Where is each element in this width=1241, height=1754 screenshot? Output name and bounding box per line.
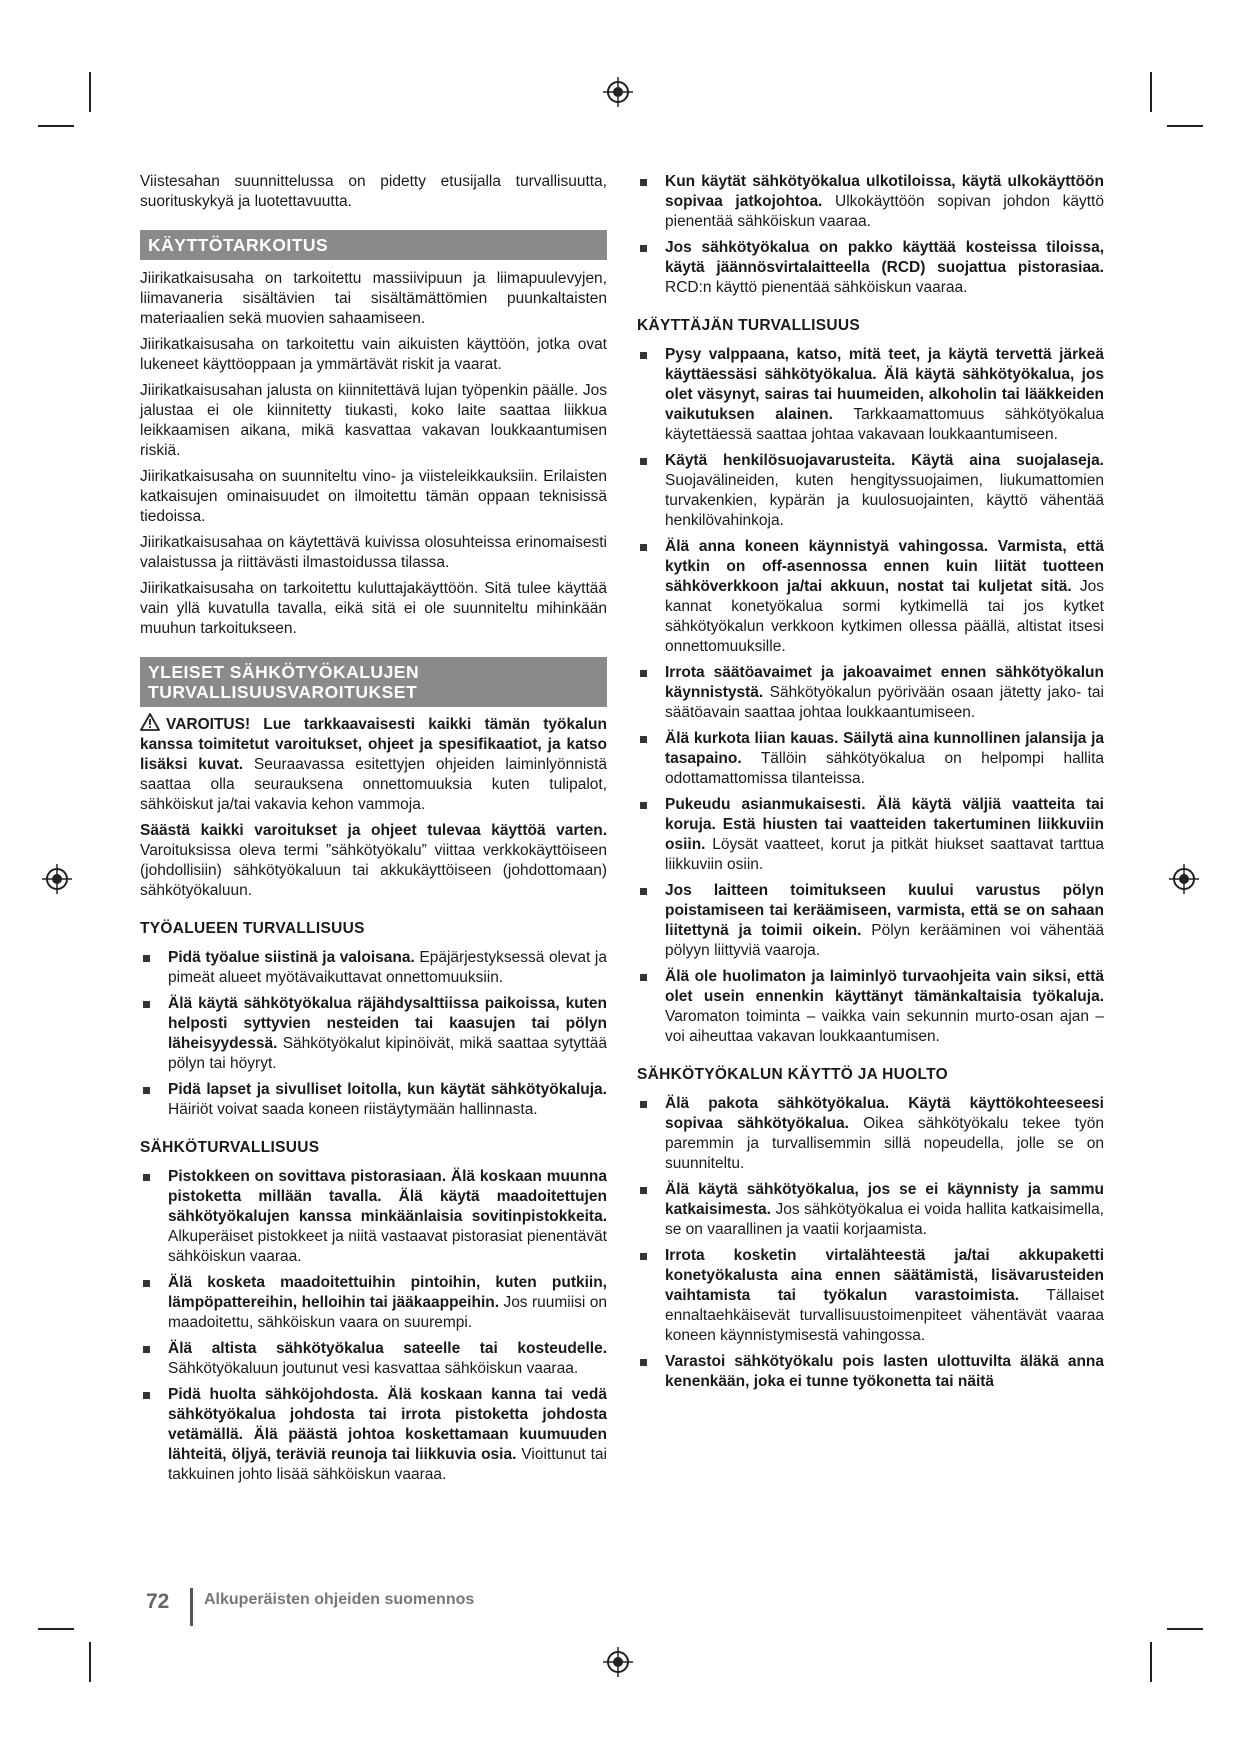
item-text: Löysät vaatteet, korut ja pitkät hiukset saattavat tarttua liikkuviin osiin. — [665, 836, 1104, 873]
item-text: Suojavälineiden, kuten hengityssuojaimen, liukumattomien turvakenkien, kypärän ja kuulosuojainten, käyttö vähentää henkilövahinkoja. — [665, 472, 1104, 529]
item-text: Häiriöt voivat saada koneen riistäytymään hallinnasta. — [168, 1101, 538, 1118]
list-item — [637, 1246, 1104, 1346]
list-item — [637, 967, 1104, 1047]
item-text: Tällöin sähkötyökalua on helpompi hallita odottamattomissa tilanteissa. — [665, 750, 1104, 787]
item-bold: Älä kurkota liian kauas. Säilytä aina kunnollinen jalansija ja tasapaino. — [665, 730, 1104, 767]
crop-mark — [89, 1642, 91, 1682]
body-paragraph: Jiirikatkaisusaha on suunniteltu vino- ja viisteleikkauksiin. Erilaisten katkaisujen ominaisuudet on ilmoitettu tämän oppaan teknisissä tiedoissa. — [140, 468, 607, 525]
item-bold: Älä käytä sähkötyökalua räjähdysalttiissa paikoissa, kuten helposti syttyvien nesteiden tai kaasujen tai pölyn läheisyydessä. — [168, 995, 607, 1052]
item-bold: Pidä huolta sähköjohdosta. Älä koskaan kanna tai vedä sähkötyökalua johdosta tai irrota pistoketta johdosta vetämällä. Älä päästä johtoa koskettamaan kuumuuden lähteitä, öljyä, teräviä reunoja tai liikkuvia osia. — [168, 1386, 607, 1463]
list-item — [637, 1352, 1104, 1392]
item-text: Jos kannat konetyökalua sormi kytkimellä tai jos kytket sähkötyökalun verkkoon kytkimen ollessa päällä, altistat itsesi onnettomuuksille. — [665, 578, 1104, 655]
body-paragraph: Jiirikatkaisusahan jalusta on kiinnitettävä lujan työpenkin päälle. Jos jalustaa ei ole kiinnitetty tiukasti, koko laite saattaa liikkua leikkaamisen aikana, mikä kasvattaa vakavan loukkaantumisen riskiä. — [140, 382, 607, 459]
body-paragraph: Jiirikatkaisusaha on tarkoitettu kuluttajakäyttöön. Sitä tulee käyttää vain yllä kuvatulla tavalla, eikä sitä ei ole suunniteltu mihinkään muuhun tarkoitukseen. — [140, 580, 607, 637]
item-bold: Älä ole huolimaton ja laiminlyö turvaohjeita vain siksi, että olet usein ennenkin käyttänyt tämänkaltaisia työkaluja. — [665, 968, 1104, 1005]
footer-text: Alkuperäisten ohjeiden suomennos — [204, 1591, 475, 1608]
registration-mark-icon — [603, 1647, 633, 1677]
list-item — [140, 948, 607, 988]
right-column — [637, 172, 1104, 1398]
save-paragraph — [140, 821, 607, 901]
list-item — [637, 663, 1104, 723]
item-bold: Pistokkeen on sovittava pistorasiaan. Älä koskaan muunna pistoketta millään tavalla. Älä käytä maadoitettujen sähkötyökalujen kanssa minkäänlaisia sovitinpistokkeita. — [168, 1168, 607, 1225]
item-bold: Älä altista sähkötyökalua sateelle tai kosteudelle. — [168, 1340, 607, 1357]
item-bold: Pukeudu asianmukaisesti. Älä käytä väljiä vaatteita tai koruja. Estä hiusten tai vaatteiden takertuminen liikkuviin osiin. — [665, 796, 1104, 853]
left-column — [140, 172, 607, 1491]
item-text: Sähkötyökalut kipinöivät, mikä saattaa sytyttää pölyn tai höyryt. — [168, 1035, 608, 1072]
list-item — [140, 1167, 607, 1267]
subheading-kayttaja: KÄYTTÄJÄN TURVALLISUUS — [637, 317, 861, 334]
item-text: Ulkokäyttöön sopivan johdon käyttö pienentää sähköiskun vaaraa. — [665, 193, 1104, 230]
item-bold: Älä anna koneen käynnistyä vahingossa. Varmista, että kytkin on off-asennossa ennen kuin liität tuotteen sähköverkkoon ja/tai akkuun, nostat tai kuljetat sitä. — [665, 538, 1104, 595]
intro-paragraph: Viistesahan suunnittelussa on pidetty etusijalla turvallisuutta, suorituskykyä ja luotettavuutta. — [140, 173, 607, 210]
item-text: Jos sähkötyökalua ei voida hallita katkaisimella, se on vaarallinen ja vaatii korjaamista. — [665, 1201, 1104, 1238]
item-bold: Pysy valppaana, katso, mitä teet, ja käytä tervettä järkeä käyttäessäsi sähkötyökalua. Älä käytä sähkötyökalua, jos olet väsynyt, sairas tai huumeiden, alkoholin tai lääkkeiden vaikutuksen alainen. — [665, 346, 1104, 423]
item-text: Tällaiset ennaltaehkäisevät turvallisuustoimenpiteet vähentävät vaaraa koneen käynnistymisestä vahingossa. — [665, 1287, 1105, 1344]
body-paragraph: Jiirikatkaisusaha on tarkoitettu massiivipuun ja liimapuulevyjen, liimavaneria sisältävien tai sisältämättömien puunkaltaisten materiaalien sekä muovien sahaamiseen. — [140, 270, 607, 327]
list-item — [637, 172, 1104, 232]
item-bold: Kun käytät sähkötyökalua ulkotiloissa, käytä ulkokäyttöön sopivaa jatkojohtoa. — [665, 173, 1104, 210]
save-bold: Säästä kaikki varoitukset ja ohjeet tulevaa käyttöä varten. — [140, 822, 607, 839]
body-paragraph: Jiirikatkaisusaha on tarkoitettu vain aikuisten käyttöön, jotka ovat lukeneet käyttöoppaan ja ymmärtävät riskit ja vaarat. — [140, 336, 607, 373]
item-bold: Älä pakota sähkötyökalua. Käytä käyttökohteeseesi sopivaa sähkötyökalua. — [665, 1095, 1104, 1132]
item-bold: Älä kosketa maadoitettuihin pintoihin, kuten putkiin, lämpöpattereihin, helloihin tai jääkaappeihin. — [168, 1274, 607, 1311]
subheading-tyoalue: TYÖALUEEN TURVALLISUUS — [140, 920, 365, 937]
huolto-list — [637, 1094, 1104, 1392]
crop-mark — [38, 1628, 74, 1630]
item-text: Jos ruumiisi on maadoitettu, sähköiskun vaara on suurempi. — [168, 1294, 607, 1331]
item-bold: Käytä henkilösuojavarusteita. Käytä aina suojalaseja. — [665, 452, 1104, 469]
item-text: RCD:n käyttö pienentää sähköiskun vaaraa. — [665, 279, 968, 296]
list-item — [637, 1180, 1104, 1240]
item-bold: Irrota säätöavaimet ja jakoavaimet ennen sähkötyökalun käynnistystä. — [665, 664, 1104, 701]
list-item — [140, 1339, 607, 1379]
crop-mark — [38, 125, 74, 127]
warning-bold: VAROITUS! Lue tarkkaavaisesti kaikki tämän työkalun kanssa toimitetut varoitukset, ohjeet ja spesifikaatiot, ja katso lisäksi kuvat. — [140, 716, 607, 773]
list-item — [637, 537, 1104, 657]
page-number: 72 — [146, 1590, 170, 1613]
tyoalue-list — [140, 948, 607, 1120]
section-banner-kayttotarkoitus: KÄYTTÖTARKOITUS — [140, 230, 607, 260]
item-bold: Jos laitteen toimitukseen kuului varustus pölyn poistamiseen tai keräämiseen, varmista, että se on sahaan liitettynä ja toimii oikein. — [665, 882, 1104, 939]
section-banner-yleiset — [140, 657, 607, 707]
item-text: Vioittunut tai takkuinen johto lisää sähköiskun vaaraa. — [168, 1446, 607, 1483]
item-text: Sähkötyökalun pyörivään osaan jätetty jako- tai säätöavain saattaa johtaa loukkaantumiseen. — [665, 684, 1104, 721]
item-bold: Irrota kosketin virtalähteestä ja/tai akkupaketti konetyökalusta aina ennen säätämistä, lisävarusteiden vaihtamista tai työkalun varastoimista. — [665, 1247, 1104, 1304]
item-bold: Jos sähkötyökalua on pakko käyttää kosteissa tiloissa, käytä jäännösvirtalaitteella (RCD) suojattua pistorasiaa. — [665, 239, 1104, 276]
item-text: Sähkötyökaluun joutunut vesi kasvattaa sähköiskun vaaraa. — [168, 1360, 579, 1377]
item-bold: Älä käytä sähkötyökalua, jos se ei käynnisty ja sammu katkaisimesta. — [665, 1181, 1104, 1218]
list-item — [637, 451, 1104, 531]
registration-mark-icon — [42, 864, 72, 894]
warning-paragraph — [140, 713, 607, 815]
registration-mark-icon — [1169, 864, 1199, 894]
crop-mark — [1167, 1628, 1203, 1630]
item-text: Oikea sähkötyökalu tekee työn paremmin ja turvallisemmin sillä nopeudella, jolle se on suunniteltu. — [665, 1115, 1104, 1172]
save-text: Varoituksissa oleva termi ”sähkötyökalu” viittaa verkkokäyttöiseen (johdollisiin) sähkötyökaluun tai akkukäyttöiseen (johdottomaan) sähkötyökaluun. — [140, 842, 607, 899]
warning-text: Seuraavassa esitettyjen ohjeiden laiminlyönnistä saattaa olla seurauksena onnettomuuksia kuten tulipalot, sähköiskut ja/tai vakavia kehon vammoja. — [140, 756, 607, 813]
kayttaja-list — [637, 345, 1104, 1047]
banner-line: YLEISET SÄHKÖTYÖKALUJEN — [148, 662, 420, 682]
item-bold: Pidä työalue siistinä ja valoisana. — [168, 949, 415, 966]
item-text: Pölyn kerääminen voi vähentää pölyyn liittyviä vaaroja. — [665, 922, 1104, 959]
list-item — [140, 1385, 607, 1485]
list-item — [637, 345, 1104, 445]
list-item — [637, 1094, 1104, 1174]
registration-mark-icon — [603, 77, 633, 107]
list-item — [637, 881, 1104, 961]
list-item — [140, 994, 607, 1074]
subheading-sahko: SÄHKÖTURVALLISUUS — [140, 1139, 320, 1156]
banner-line: TURVALLISUUSVAROITUKSET — [148, 682, 418, 702]
sahko-list-left — [140, 1167, 607, 1485]
list-item — [140, 1080, 607, 1120]
crop-mark — [1150, 72, 1152, 112]
subheading-huolto: SÄHKÖTYÖKALUN KÄYTTÖ JA HUOLTO — [637, 1066, 948, 1083]
footer-divider — [190, 1588, 193, 1626]
warning-triangle-icon — [140, 713, 160, 731]
item-text: Epäjärjestyksessä olevat ja pimeät alueet myötävaikuttavat onnettomuuksiin. — [168, 949, 607, 986]
list-item — [637, 729, 1104, 789]
list-item — [637, 238, 1104, 298]
item-text: Varomaton toiminta – vaikka vain sekunnin murto-osan ajan – voi aiheuttaa vakavan loukkaantumisen. — [665, 1008, 1104, 1045]
sahko-list-right — [637, 172, 1104, 298]
crop-mark — [1167, 125, 1203, 127]
list-item — [140, 1273, 607, 1333]
crop-mark — [89, 72, 91, 112]
body-paragraph: Jiirikatkaisusahaa on käytettävä kuivissa olosuhteissa erinomaisesti valaistussa ja riittävästi ilmastoidussa tilassa. — [140, 534, 607, 571]
item-bold: Pidä lapset ja sivulliset loitolla, kun käytät sähkötyökaluja. — [168, 1081, 607, 1098]
crop-mark — [1150, 1642, 1152, 1682]
item-bold: Varastoi sähkötyökalu pois lasten ulottuvilta äläkä anna kenenkään, joka ei tunne työkonetta tai näitä — [665, 1353, 1104, 1390]
list-item — [637, 795, 1104, 875]
item-text: Tarkkaamattomuus sähkötyökalua käytettäessä saattaa johtaa vakavaan loukkaantumiseen. — [665, 406, 1105, 443]
item-text: Alkuperäiset pistokkeet ja niitä vastaavat pistorasiat pienentävät sähköiskun vaaraa. — [168, 1228, 607, 1265]
